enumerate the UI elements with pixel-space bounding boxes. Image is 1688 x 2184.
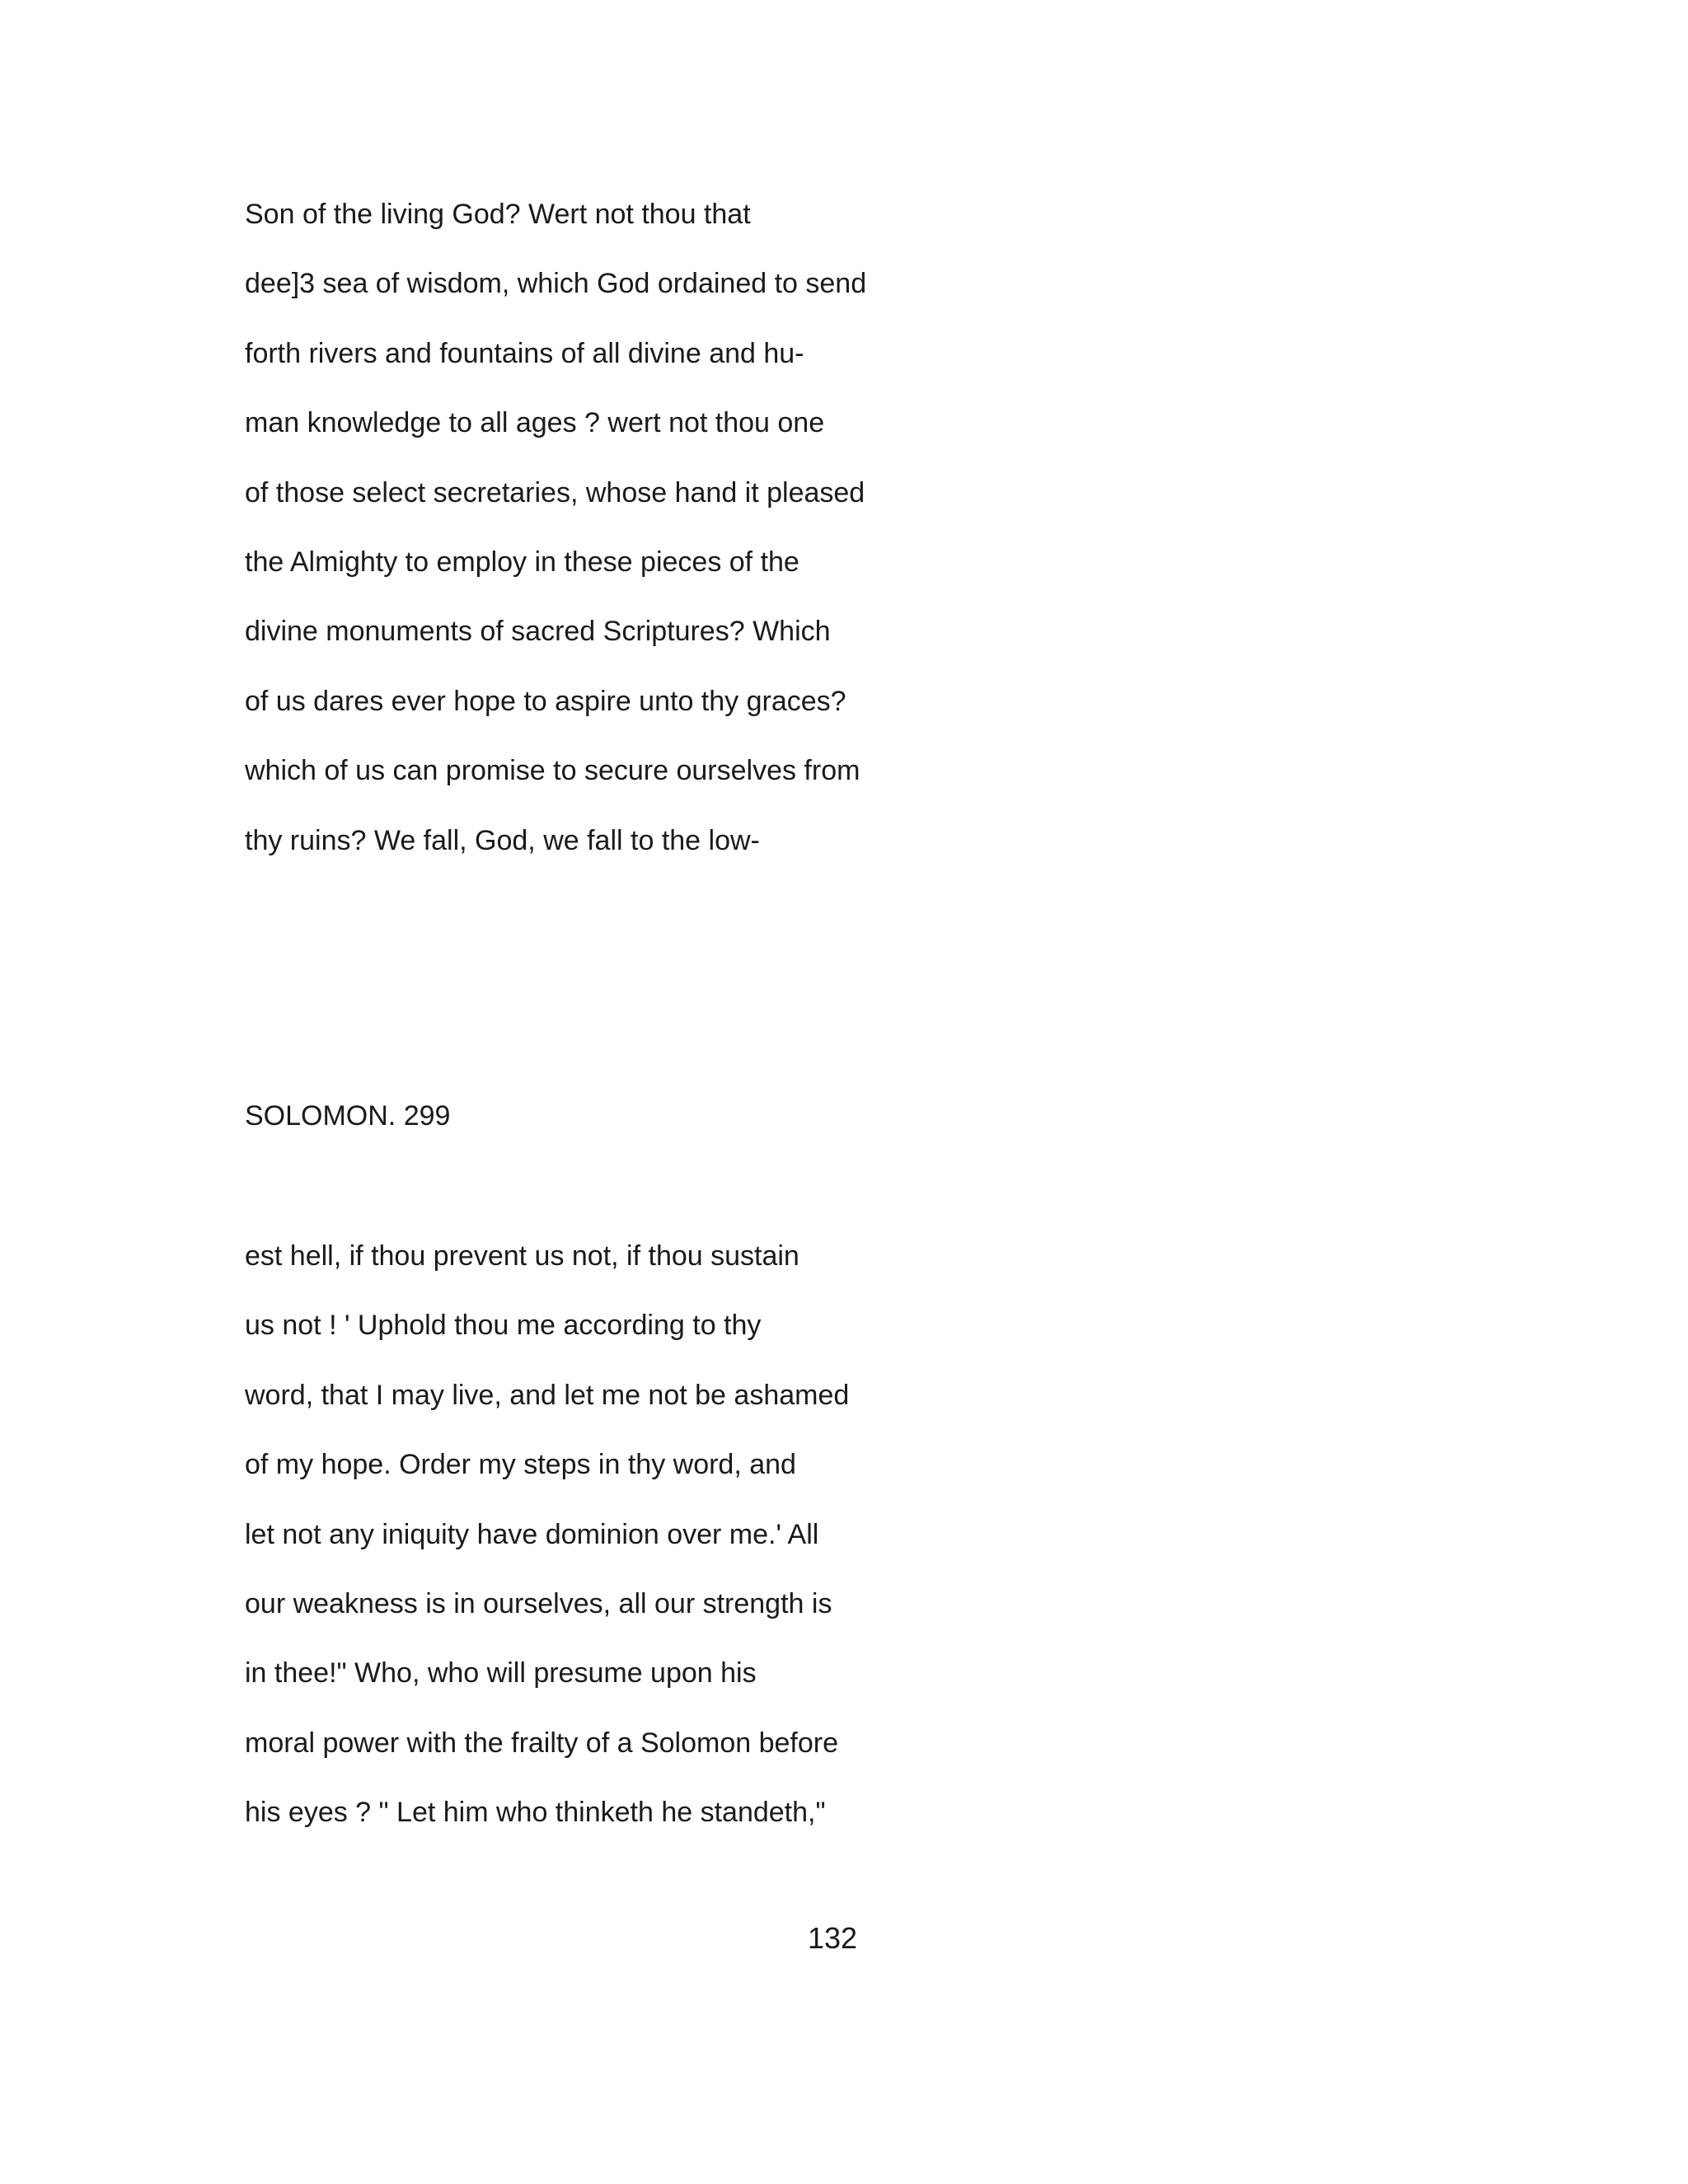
- text-line: man knowledge to all ages ? wert not thou one: [245, 407, 825, 439]
- text-line: forth rivers and fountains of all divine and hu-: [245, 337, 804, 369]
- text-line: word, that I may live, and let me not be ashamed: [245, 1379, 850, 1411]
- text-line: the Almighty to employ in these pieces of the: [245, 546, 799, 578]
- text-line: let not any iniquity have dominion over me.' All: [245, 1518, 819, 1550]
- text-line: est hell, if thou prevent us not, if thou sustain: [245, 1240, 799, 1272]
- text-block-bottom: [245, 1221, 849, 1848]
- text-line: our weakness is in ourselves, all our strength is: [245, 1587, 832, 1619]
- page-number: 132: [807, 1921, 858, 1955]
- text-line: of those select secretaries, whose hand it pleased: [245, 476, 865, 509]
- text-line: of my hope. Order my steps in thy word, and: [245, 1449, 796, 1481]
- text-line: Son of the living God? Wert not thou that: [245, 199, 751, 230]
- text-line: in thee!" Who, who will presume upon his: [245, 1657, 757, 1690]
- text-line: of us dares ever hope to aspire unto thy graces?: [245, 685, 846, 717]
- text-line: which of us can promise to secure ourselves from: [245, 755, 860, 787]
- text-line: thy ruins? We fall, God, we fall to the low-: [245, 824, 760, 856]
- text-block-top: [245, 180, 866, 875]
- text-line: moral power with the frailty of a Solomon before: [245, 1727, 839, 1759]
- text-line: us not ! ' Uphold thou me according to thy: [245, 1310, 762, 1342]
- text-line: dee]3 sea of wisdom, which God ordained to send: [245, 268, 867, 300]
- text-line: divine monuments of sacred Scriptures? Which: [245, 616, 831, 648]
- text-line: his eyes ? " Let him who thinketh he standeth,": [245, 1797, 826, 1829]
- running-head: SOLOMON. 299: [245, 1100, 451, 1132]
